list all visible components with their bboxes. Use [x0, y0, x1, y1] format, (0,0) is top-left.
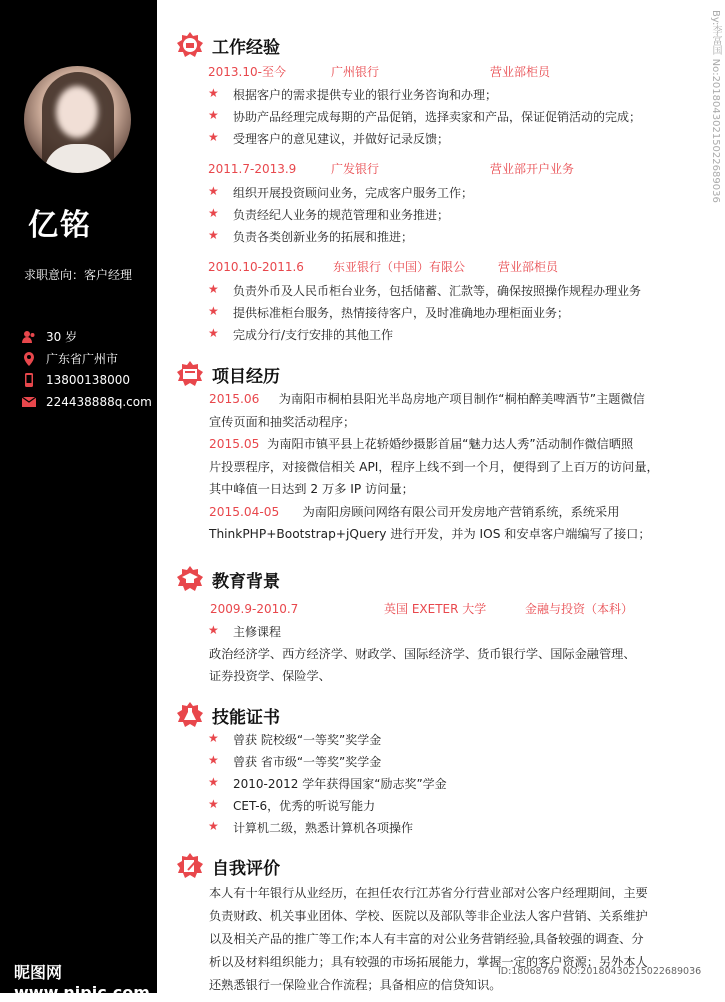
work1-item: 根据客户的需求提供专业的银行业务咨询和办理；: [233, 88, 498, 102]
self-eval-line: 本人有十年银行从业经历，在担任农行江苏省分行营业部对公客户经理期间，主要: [209, 886, 648, 900]
self-eval-line: 还熟悉银行一保险业合作流程；具备相应的信贷知识。: [209, 978, 502, 992]
edu-courses: [209, 643, 669, 687]
work3-company: 东亚银行（中国）有限公: [333, 260, 466, 274]
star-icon: ★: [208, 731, 219, 745]
phone-icon: [22, 373, 36, 387]
section-title-skills: 技能证书: [212, 707, 280, 728]
pencil-badge-icon: [177, 853, 203, 879]
work2-item: 负责各类创新业务的拓展和推进；: [233, 230, 414, 244]
work2-item: 负责经纪人业务的规范管理和业务推进；: [233, 208, 450, 222]
phone-row: [22, 373, 130, 387]
star-icon: ★: [208, 753, 219, 767]
location-text: 广东省广州市: [46, 352, 119, 366]
project-line: [209, 501, 669, 524]
work2-role: 营业部开户业务: [490, 162, 575, 176]
work3-item: 完成分行/支行安排的其他工作: [233, 328, 394, 342]
star-icon: ★: [208, 228, 219, 242]
project-line: [209, 388, 669, 411]
work3-role: 营业部柜员: [498, 260, 559, 274]
star-icon: ★: [208, 130, 219, 144]
section-projects: [177, 361, 280, 387]
location-pin-icon: [22, 352, 36, 366]
edu-courses-line: 政治经济学、西方经济学、财政学、国际经济学、货币银行学、国际金融管理、: [209, 647, 636, 661]
work3-period: 2010.10-2011.6: [208, 260, 304, 274]
star-icon: ★: [208, 326, 219, 340]
work1-item: 受理客户的意见建议，并做好记录反馈；: [233, 132, 450, 146]
work2-item: 组织开展投资顾问业务，完成客户服务工作；: [233, 186, 474, 200]
work2-company: 广发银行: [331, 162, 380, 176]
project-line: [209, 433, 669, 456]
projects-block: [209, 388, 669, 546]
section-work: [177, 32, 280, 58]
person-icon: [22, 330, 36, 344]
work1-period: 2013.10-至今: [208, 65, 286, 79]
project2-date: 2015.05: [209, 437, 260, 451]
briefcase-badge-icon: [177, 32, 203, 58]
section-skills: [177, 702, 280, 728]
self-eval-line: 以及相关产品的推广等工作;本人有丰富的对公业务营销经验,具备较强的调查、分: [209, 932, 644, 946]
watermark-side: By:李富国 No:20180430215022689036: [710, 10, 721, 203]
star-icon: ★: [208, 797, 219, 811]
edu-major: 金融与投资（本科）: [525, 602, 634, 616]
self-eval-line: 负责财政、机关事业团体、学校、医院以及部队等非企业法人客户营销、关系维护: [209, 909, 648, 923]
sidebar: [0, 0, 157, 1002]
skill-item: 曾获 院校级“一等奖”奖学金: [233, 733, 382, 747]
skill-item: 曾获 省市级“一等奖”奖学金: [233, 755, 382, 769]
section-title-work: 工作经验: [212, 37, 280, 58]
email-text: 224438888q.com: [46, 395, 152, 409]
watermark-id: ID:18068769 NO:20180430215022689036: [498, 966, 702, 977]
section-title-projects: 项目经历: [212, 366, 280, 387]
skill-item: 2010-2012 学年获得国家“励志奖”学金: [233, 777, 447, 791]
project3-text: 为南阳房顾问网络有限公司开发房地产营销系统，系统采用: [302, 504, 620, 519]
edu-period: 2009.9-2010.7: [210, 602, 299, 616]
project1-text: 为南阳市桐柏县阳光半岛房地产项目制作“桐柏醉美啤酒节”主题微信: [278, 392, 645, 406]
work2-period: 2011.7-2013.9: [208, 162, 297, 176]
star-icon: ★: [208, 304, 219, 318]
project1-date: 2015.06: [209, 392, 260, 406]
star-icon: ★: [208, 775, 219, 789]
star-icon: ★: [208, 184, 219, 198]
project3-text2: ThinkPHP+Bootstrap+jQuery 进行开发，并为 IOS 和安卓客户端编写了接口；: [209, 527, 651, 541]
skill-item: CET-6，优秀的听说写能力: [233, 799, 376, 813]
graduation-cap-badge-icon: [177, 566, 203, 592]
project2-text2: 片投票程序，对接微信相关 API，程序上线不到一个月，便得到了上百万的访问量，: [209, 459, 659, 474]
project1-text2: 宣传页面和抽奖活动程序；: [209, 414, 356, 429]
work3-item: 提供标准柜台服务，热情接待客户，及时准确地办理柜面业务；: [233, 306, 570, 320]
location-row: [22, 350, 118, 367]
self-eval-text: [209, 882, 669, 997]
star-icon: ★: [208, 86, 219, 100]
age-row: [22, 328, 77, 345]
watermark-logo: 昵图网 www.nipic.com: [14, 963, 150, 1002]
edu-school: 英国 EXETER 大学: [384, 602, 487, 616]
person-name: 亿铭: [28, 208, 92, 243]
section-title-education: 教育背景: [212, 571, 280, 592]
work1-role: 营业部柜员: [490, 65, 551, 79]
work3-item: 负责外币及人民币柜台业务，包括储蓄、汇款等，确保按照操作规程办理业务: [233, 284, 642, 298]
section-title-self-eval: 自我评价: [212, 858, 280, 879]
star-icon: ★: [208, 282, 219, 296]
star-icon: ★: [208, 623, 219, 637]
skill-item: 计算机二级，熟悉计算机各项操作: [233, 821, 414, 835]
job-intent: 求职意向：客户经理: [24, 268, 133, 282]
edu-course-label: 主修课程: [233, 625, 282, 639]
section-education: [177, 566, 280, 592]
work1-item: 协助产品经理完成每期的产品促销，选择卖家和产品，保证促销活动的完成；: [233, 110, 642, 124]
age-text: 30 岁: [46, 330, 78, 344]
project3-date: 2015.04-05: [209, 504, 280, 519]
project2-text3: 其中峰值一日达到 2 万多 IP 访问量；: [209, 482, 414, 496]
flask-badge-icon: [177, 702, 203, 728]
phone-text: 13800138000: [46, 373, 130, 387]
work1-company: 广州银行: [331, 65, 380, 79]
project2-text: 为南阳市镇平县上花轿婚纱摄影首届“魅力达人秀”活动制作微信晒照: [267, 437, 634, 451]
main-content: [157, 0, 725, 993]
star-icon: ★: [208, 819, 219, 833]
star-icon: ★: [208, 206, 219, 220]
folder-badge-icon: [177, 361, 203, 387]
section-self-eval: [177, 853, 280, 879]
email-row: [22, 395, 152, 409]
avatar: [24, 66, 131, 173]
self-eval-line: 析以及材料组织能力；具有较强的市场拓展能力，掌握一定的客户资源；另外本人: [209, 955, 648, 969]
edu-courses-line: 证券投资学、保险学、: [209, 669, 331, 683]
star-icon: ★: [208, 108, 219, 122]
email-icon: [22, 395, 36, 409]
